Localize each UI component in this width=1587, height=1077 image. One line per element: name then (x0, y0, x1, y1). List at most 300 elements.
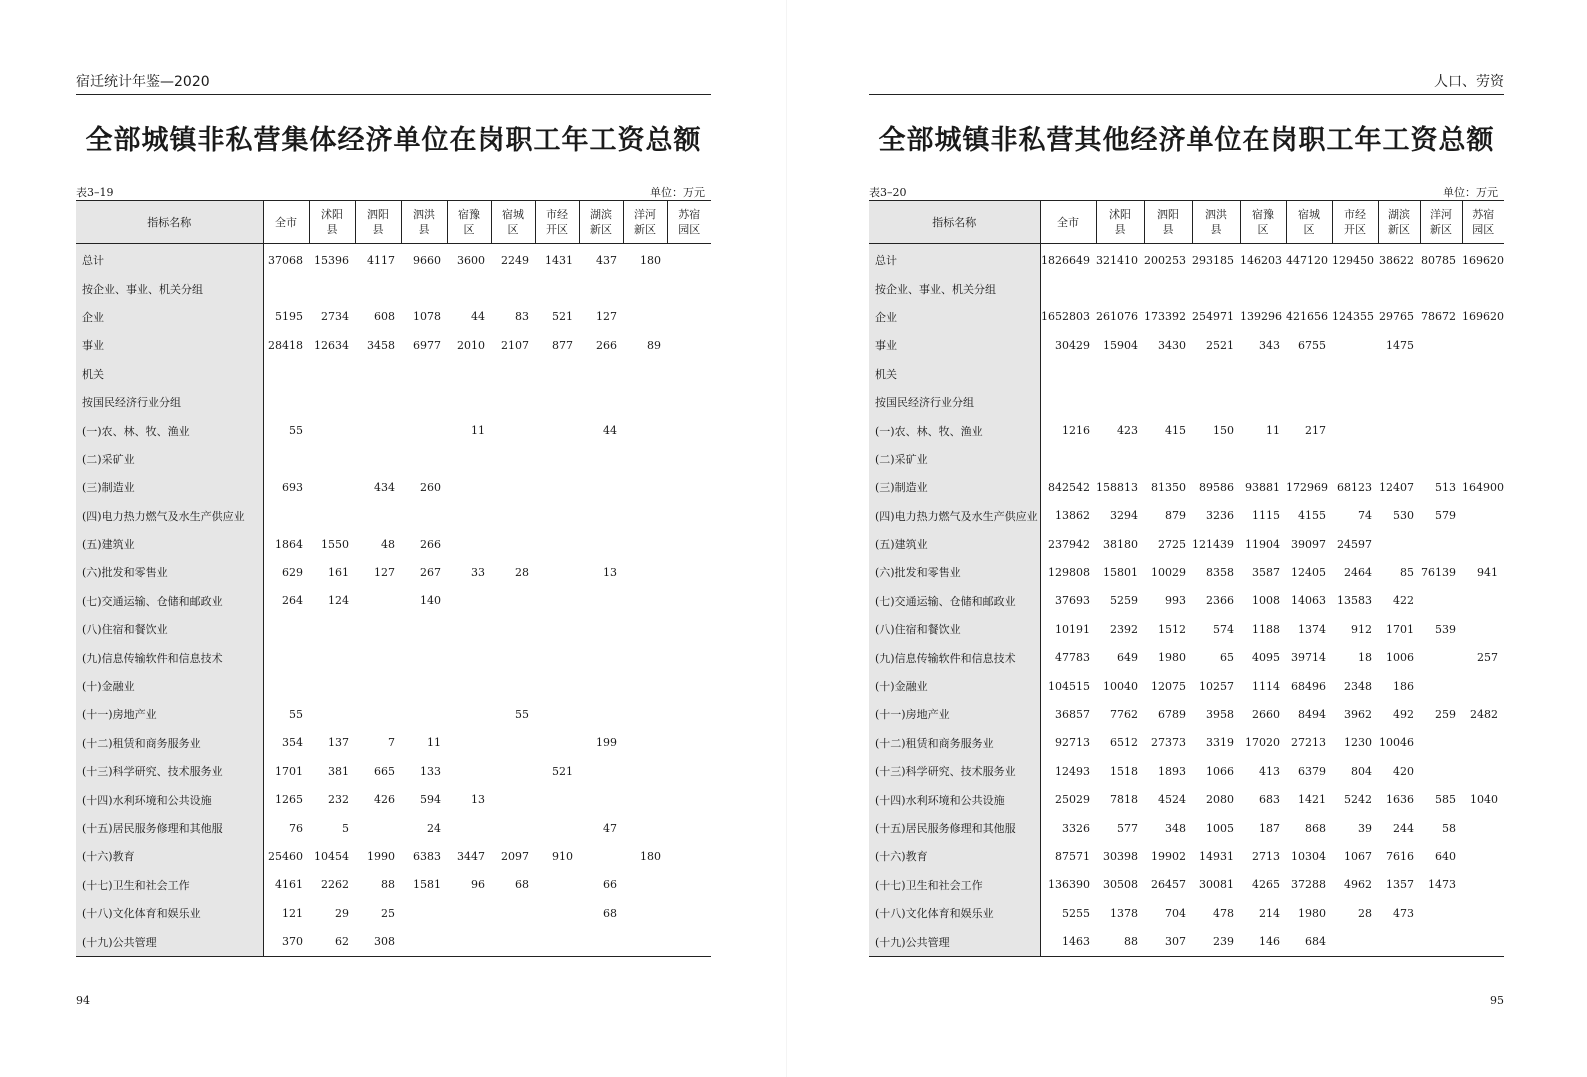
table-cell: 3326 (1062, 821, 1090, 835)
table-cell (401, 643, 447, 671)
table-cell (579, 360, 623, 388)
table-cell: 665 (374, 764, 395, 778)
table-cell: 28 (1358, 906, 1372, 920)
table-row (869, 587, 1504, 615)
table-cell (623, 729, 667, 757)
column-header-region: 市经 开区 (535, 201, 579, 244)
column-header-region: 市经 开区 (1332, 201, 1378, 244)
table-cell: 585 (1435, 793, 1456, 807)
table-cell (579, 502, 623, 530)
table-cell (1420, 274, 1462, 302)
table-cell (1462, 814, 1504, 842)
table-cell (401, 615, 447, 643)
table-cell: 3319 (1206, 736, 1234, 750)
table-cell (447, 473, 491, 501)
table-cell (623, 615, 667, 643)
table-cell: 868 (1305, 821, 1326, 835)
column-header-region: 全市 (1040, 201, 1096, 244)
table-cell: 10046 (1379, 736, 1414, 750)
table-cell: 6977 (413, 338, 441, 352)
table-cell: 55 (289, 707, 303, 721)
table-cell: 2366 (1206, 594, 1234, 608)
table-cell (1462, 899, 1504, 927)
table-cell (579, 587, 623, 615)
table-cell: 2080 (1206, 793, 1234, 807)
table-cell: 104515 (1048, 679, 1090, 693)
table-row (869, 244, 1504, 275)
table-cell: 15801 (1103, 565, 1138, 579)
table-cell: 3458 (367, 338, 395, 352)
table-cell (535, 729, 579, 757)
table-cell (1462, 331, 1504, 359)
table-cell: 38180 (1103, 537, 1138, 551)
column-header-indicator: 指标名称 (76, 201, 263, 244)
row-label: 按企业、事业、机关分组 (76, 274, 263, 302)
table-cell (535, 785, 579, 813)
table-cell (447, 643, 491, 671)
table-row (76, 842, 711, 870)
row-label: (十一)房地产业 (869, 700, 1040, 728)
table-cell (667, 530, 711, 558)
table-cell (491, 587, 535, 615)
table-cell: 5255 (1062, 906, 1090, 920)
table-cell (1420, 360, 1462, 388)
table-cell: 4265 (1252, 878, 1280, 892)
table-cell (1332, 388, 1378, 416)
table-cell (623, 473, 667, 501)
table-cell: 594 (420, 793, 441, 807)
table-cell (535, 360, 579, 388)
table-cell (491, 729, 535, 757)
table-cell: 180 (640, 849, 661, 863)
table-number: 表3–20 (869, 186, 907, 199)
table-cell: 76 (289, 821, 303, 835)
table-cell (1462, 871, 1504, 899)
column-header-region: 宿豫 区 (1240, 201, 1286, 244)
table-cell (447, 757, 491, 785)
column-header-region: 洋河 新区 (1420, 201, 1462, 244)
table-cell: 217 (1305, 424, 1326, 438)
table-cell (309, 360, 355, 388)
table-cell: 264 (282, 594, 303, 608)
table-cell (263, 615, 309, 643)
table-cell (355, 502, 401, 530)
table-cell (491, 785, 535, 813)
table-cell: 11904 (1245, 537, 1280, 551)
row-label: 按国民经济行业分组 (869, 388, 1040, 416)
column-header-region: 全市 (263, 201, 309, 244)
table-row (76, 303, 711, 331)
table-cell: 237942 (1048, 537, 1090, 551)
table-cell: 5242 (1344, 793, 1372, 807)
table-cell (1040, 360, 1096, 388)
table-cell: 447120 (1286, 253, 1328, 267)
table-cell (491, 927, 535, 956)
column-header-region: 湖滨 新区 (579, 201, 623, 244)
table-cell: 140 (420, 594, 441, 608)
table-cell (1420, 729, 1462, 757)
table-cell: 2521 (1206, 338, 1234, 352)
table-cell (1240, 445, 1286, 473)
table-cell: 1216 (1062, 424, 1090, 438)
table-cell: 1701 (1386, 622, 1414, 636)
table-cell (623, 303, 667, 331)
table-cell (535, 615, 579, 643)
table-cell: 437 (596, 253, 617, 267)
table-cell: 158813 (1096, 480, 1138, 494)
table-cell: 521 (552, 764, 573, 778)
table-cell (401, 416, 447, 444)
table-cell: 44 (603, 424, 617, 438)
row-label: (十)金融业 (76, 672, 263, 700)
table-cell: 18 (1358, 651, 1372, 665)
table-cell: 1040 (1470, 793, 1498, 807)
table-cell (309, 643, 355, 671)
table-cell: 92713 (1055, 736, 1090, 750)
row-label: (六)批发和零售业 (869, 558, 1040, 586)
table-cell: 415 (1165, 424, 1186, 438)
table-cell: 1431 (545, 253, 573, 267)
table-cell: 30081 (1199, 878, 1234, 892)
table-cell: 260 (420, 480, 441, 494)
table-row (869, 842, 1504, 870)
row-label: (三)制造业 (869, 473, 1040, 501)
table-cell: 24 (427, 821, 441, 835)
table-cell: 3294 (1110, 509, 1138, 523)
table-cell: 1990 (367, 849, 395, 863)
running-head (76, 72, 711, 95)
table-cell: 4117 (367, 253, 395, 267)
table-cell: 14063 (1291, 594, 1326, 608)
row-label: (五)建筑业 (869, 530, 1040, 558)
table-cell (535, 473, 579, 501)
table-cell: 93881 (1245, 480, 1280, 494)
table-cell: 29765 (1379, 310, 1414, 324)
row-label: (十六)教育 (869, 842, 1040, 870)
table-cell (1462, 615, 1504, 643)
table-cell (1462, 842, 1504, 870)
running-head-text: 人口、劳资 (1434, 74, 1504, 90)
table-cell: 2262 (321, 878, 349, 892)
table-cell: 579 (1435, 509, 1456, 523)
column-header-region: 洋河 新区 (623, 201, 667, 244)
row-label: (十九)公共管理 (76, 927, 263, 956)
table-row (869, 558, 1504, 586)
table-cell (623, 360, 667, 388)
row-label: 企业 (869, 303, 1040, 331)
table-cell: 3587 (1252, 565, 1280, 579)
table-cell (1420, 331, 1462, 359)
table-cell (535, 814, 579, 842)
table-cell (623, 416, 667, 444)
table-cell: 343 (1259, 338, 1280, 352)
table-cell: 420 (1393, 764, 1414, 778)
table-cell (1240, 360, 1286, 388)
table-header-row (76, 201, 711, 244)
table-cell (1096, 274, 1144, 302)
table-cell: 3962 (1344, 707, 1372, 721)
table-cell (623, 558, 667, 586)
table-cell: 214 (1259, 906, 1280, 920)
table-cell (623, 757, 667, 785)
row-label: (十一)房地产业 (76, 700, 263, 728)
unit-label: 单位：万元 (650, 186, 705, 199)
table-row (76, 871, 711, 899)
table-cell (1378, 416, 1420, 444)
table-cell: 4962 (1344, 878, 1372, 892)
table-cell (667, 927, 711, 956)
table-cell (623, 530, 667, 558)
table-cell (667, 502, 711, 530)
table-cell (355, 445, 401, 473)
row-label: (九)信息传输软件和信息技术 (869, 643, 1040, 671)
table-cell (1286, 274, 1332, 302)
table-row (869, 927, 1504, 956)
table-cell (401, 445, 447, 473)
row-label: 机关 (76, 360, 263, 388)
table-cell (401, 700, 447, 728)
table-cell: 6755 (1298, 338, 1326, 352)
table-cell (1462, 672, 1504, 700)
table-cell (1040, 274, 1096, 302)
table-cell (447, 672, 491, 700)
table-cell (309, 274, 355, 302)
table-cell: 80785 (1421, 253, 1456, 267)
row-label: 按企业、事业、机关分组 (869, 274, 1040, 302)
table-cell (1332, 331, 1378, 359)
table-cell (401, 388, 447, 416)
table-cell: 8494 (1298, 707, 1326, 721)
table-cell (579, 927, 623, 956)
table-cell: 2660 (1252, 707, 1280, 721)
table-cell (623, 927, 667, 956)
table-cell (1420, 672, 1462, 700)
table-cell (623, 871, 667, 899)
table-cell: 28 (515, 565, 529, 579)
table-row (76, 672, 711, 700)
table-cell: 10029 (1151, 565, 1186, 579)
row-label: (六)批发和零售业 (76, 558, 263, 586)
table-cell (667, 331, 711, 359)
row-label: 总计 (869, 244, 1040, 275)
table-row (869, 899, 1504, 927)
table-cell (667, 244, 711, 275)
table-cell (667, 587, 711, 615)
table-cell (579, 530, 623, 558)
table-cell (309, 388, 355, 416)
table-cell: 3236 (1206, 509, 1234, 523)
row-label: 机关 (869, 360, 1040, 388)
table-cell (579, 785, 623, 813)
table-cell: 44 (471, 310, 485, 324)
table-cell: 85 (1400, 565, 1414, 579)
table-cell (401, 274, 447, 302)
table-cell: 129808 (1048, 565, 1090, 579)
table-cell: 38622 (1379, 253, 1414, 267)
table-cell (579, 445, 623, 473)
row-label: (十三)科学研究、技术服务业 (869, 757, 1040, 785)
table-cell (1378, 360, 1420, 388)
table-cell: 25460 (268, 849, 303, 863)
table-cell: 2010 (457, 338, 485, 352)
table-cell (535, 672, 579, 700)
table-cell: 124355 (1332, 310, 1374, 324)
table-cell (1144, 445, 1192, 473)
table-cell: 186 (1393, 679, 1414, 693)
table-cell: 1864 (275, 537, 303, 551)
table-cell (1378, 530, 1420, 558)
table-cell (1192, 445, 1240, 473)
table-cell: 640 (1435, 849, 1456, 863)
table-cell: 910 (552, 849, 573, 863)
table-cell (1096, 388, 1144, 416)
row-label: (八)住宿和餐饮业 (76, 615, 263, 643)
table-cell: 12075 (1151, 679, 1186, 693)
table-cell: 422 (1393, 594, 1414, 608)
table-cell: 2713 (1252, 849, 1280, 863)
table-cell (1420, 388, 1462, 416)
table-cell (623, 785, 667, 813)
table-cell: 30508 (1103, 878, 1138, 892)
table-cell: 478 (1213, 906, 1234, 920)
running-head-text: 宿迁统计年鉴—2020 (76, 74, 210, 90)
table-cell (491, 388, 535, 416)
table-cell: 4095 (1252, 651, 1280, 665)
table-cell: 1357 (1386, 878, 1414, 892)
table-cell: 172969 (1286, 480, 1328, 494)
table-cell: 8358 (1206, 565, 1234, 579)
table-cell (491, 274, 535, 302)
table-cell (1462, 757, 1504, 785)
table-cell: 9660 (413, 253, 441, 267)
table-row (76, 445, 711, 473)
table-cell (491, 445, 535, 473)
column-header-region: 宿城 区 (491, 201, 535, 244)
table-row (76, 502, 711, 530)
row-label: (二)采矿业 (76, 445, 263, 473)
table-cell: 26457 (1151, 878, 1186, 892)
table-cell (1462, 927, 1504, 956)
row-label: (十九)公共管理 (869, 927, 1040, 956)
table-cell: 1114 (1252, 679, 1280, 693)
table-cell: 530 (1393, 509, 1414, 523)
unit-label: 单位：万元 (1443, 186, 1498, 199)
table-cell (535, 558, 579, 586)
table-cell: 1230 (1344, 736, 1372, 750)
table-cell (667, 303, 711, 331)
table-cell: 10191 (1055, 622, 1090, 636)
table-cell (535, 643, 579, 671)
table-cell (667, 615, 711, 643)
table-cell (1378, 445, 1420, 473)
table-cell (447, 360, 491, 388)
table-cell: 37693 (1055, 594, 1090, 608)
table-cell (667, 729, 711, 757)
page-number: 95 (1490, 994, 1504, 1007)
table-cell: 11 (427, 736, 441, 750)
table-cell (1040, 388, 1096, 416)
table-cell: 354 (282, 736, 303, 750)
table-cell (1144, 274, 1192, 302)
table-cell: 370 (282, 935, 303, 949)
table-cell (579, 388, 623, 416)
table-cell (667, 814, 711, 842)
table-cell: 48 (381, 537, 395, 551)
row-label: (三)制造业 (76, 473, 263, 501)
column-header-region: 泗阳 县 (1144, 201, 1192, 244)
table-cell (1462, 388, 1504, 416)
table-cell: 7762 (1110, 707, 1138, 721)
table-cell: 693 (282, 480, 303, 494)
table-cell: 842542 (1048, 480, 1090, 494)
table-cell: 608 (374, 310, 395, 324)
table-cell (535, 388, 579, 416)
table-cell (263, 643, 309, 671)
table-cell (401, 502, 447, 530)
table-cell (263, 445, 309, 473)
table-cell: 2392 (1110, 622, 1138, 636)
row-label: (一)农、林、牧、渔业 (76, 416, 263, 444)
table-cell: 1374 (1298, 622, 1326, 636)
table-cell (355, 615, 401, 643)
table-cell (263, 672, 309, 700)
table-cell: 257 (1477, 651, 1498, 665)
table-cell (535, 927, 579, 956)
table-row (869, 729, 1504, 757)
table-cell (667, 672, 711, 700)
table-cell (1286, 445, 1332, 473)
table-cell: 124 (328, 594, 349, 608)
table-cell: 5259 (1110, 594, 1138, 608)
table-cell (1144, 360, 1192, 388)
table-cell: 261076 (1096, 310, 1138, 324)
table-cell: 30429 (1055, 338, 1090, 352)
table-cell: 684 (1305, 935, 1326, 949)
table-cell (355, 416, 401, 444)
column-header-region: 苏宿 园区 (667, 201, 711, 244)
table-row (76, 643, 711, 671)
table-cell: 14931 (1199, 849, 1234, 863)
table-cell (535, 274, 579, 302)
table-cell (1192, 274, 1240, 302)
table-cell: 1701 (275, 764, 303, 778)
table-cell: 683 (1259, 793, 1280, 807)
table-cell: 1005 (1206, 821, 1234, 835)
table-cell: 68123 (1337, 480, 1372, 494)
table-row (869, 643, 1504, 671)
row-label: (十八)文化体育和娱乐业 (869, 899, 1040, 927)
table-cell: 423 (1117, 424, 1138, 438)
table-cell: 180 (640, 253, 661, 267)
table-cell (309, 700, 355, 728)
table-cell (401, 672, 447, 700)
table-cell (355, 814, 401, 842)
table-row (869, 331, 1504, 359)
table-cell: 1652803 (1041, 310, 1090, 324)
table-cell (1462, 530, 1504, 558)
table-cell: 381 (328, 764, 349, 778)
table-cell: 13 (471, 793, 485, 807)
table-cell: 127 (374, 565, 395, 579)
table-cell: 39714 (1291, 651, 1326, 665)
table-cell (1462, 587, 1504, 615)
table-cell: 308 (374, 935, 395, 949)
table-cell (623, 700, 667, 728)
table-cell: 293185 (1192, 253, 1234, 267)
table-cell (491, 757, 535, 785)
table-cell (623, 388, 667, 416)
table-cell: 2464 (1344, 565, 1372, 579)
